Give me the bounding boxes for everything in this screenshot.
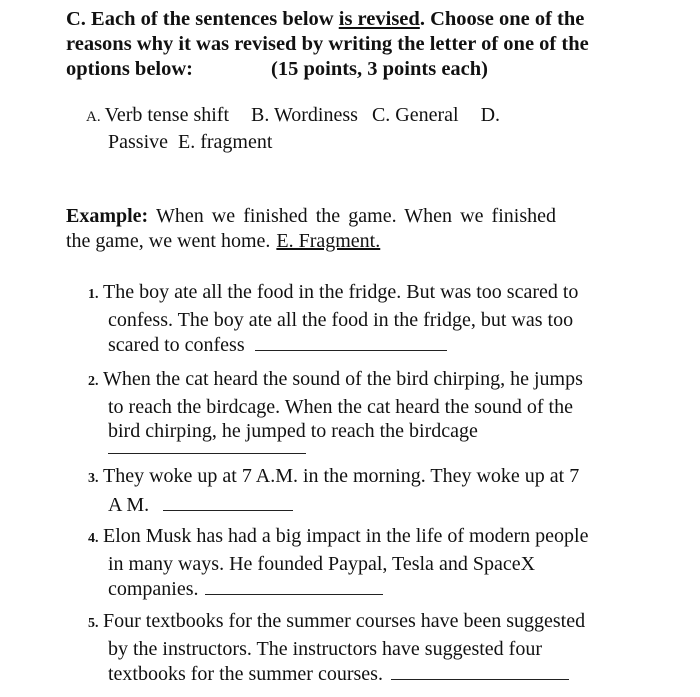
question-item-3 xyxy=(88,464,618,517)
option-b: B. Wordiness xyxy=(251,104,358,126)
question-line: to reach the birdcage. When the cat heard the sound of the xyxy=(108,395,573,418)
question-number: 3. xyxy=(88,471,99,486)
option-d-letter: D. xyxy=(480,104,501,126)
question-item-5 xyxy=(88,609,618,687)
option-e: E. fragment xyxy=(178,131,273,153)
question-line: When the cat heard the sound of the bird chirping, he jumps xyxy=(103,368,583,390)
example-block xyxy=(66,204,556,254)
option-c: C. General xyxy=(371,104,459,126)
section-instructions xyxy=(66,7,666,82)
instructions-options-label: options below: xyxy=(66,58,194,80)
example-answer: E. Fragment. xyxy=(276,230,381,252)
answer-options xyxy=(86,103,646,155)
instructions-suffix: . Choose one of the xyxy=(419,8,585,30)
question-line: Four textbooks for the summer courses have been suggested xyxy=(103,610,586,632)
question-line: scared to confess xyxy=(108,334,245,356)
options-line-1 xyxy=(86,103,646,130)
option-a-letter: A. xyxy=(86,109,101,125)
option-a-text: Verb tense shift xyxy=(104,104,230,126)
answer-blank-2[interactable] xyxy=(108,453,306,454)
question-line: in many ways. He founded Paypal, Tesla and SpaceX xyxy=(108,552,536,575)
question-number: 4. xyxy=(88,531,99,546)
question-item-2 xyxy=(88,367,618,444)
question-number: 5. xyxy=(88,616,99,631)
question-line: The boy ate all the food in the fridge. But was too scared to xyxy=(103,281,579,303)
instructions-line-3 xyxy=(66,57,666,82)
answer-blank-3[interactable] xyxy=(163,492,293,511)
question-line: by the instructors. The instructors have suggested four xyxy=(108,637,542,660)
options-line-2 xyxy=(86,130,646,155)
points-label: (15 points, 3 points each) xyxy=(271,58,488,80)
instructions-underlined: is revised xyxy=(338,8,420,30)
answer-blank-4[interactable] xyxy=(205,576,383,595)
instructions-line-1 xyxy=(66,7,666,32)
instructions-prefix: C. Each of the sentences below xyxy=(66,8,339,30)
question-line: confess. The boy ate all the food in the fridge, but was too xyxy=(108,308,574,331)
question-item-1 xyxy=(88,280,618,358)
example-label: Example: xyxy=(66,205,149,227)
question-line: textbooks for the summer courses. xyxy=(108,663,383,685)
question-line: companies. xyxy=(108,578,199,600)
question-number: 1. xyxy=(88,287,99,302)
question-line: They woke up at 7 A.M. in the morning. They woke up at 7 xyxy=(103,465,580,487)
example-text: When we finished the game. When we finished the game, we went home. xyxy=(66,205,556,252)
instructions-line-2: reasons why it was revised by writing the letter of one of the xyxy=(66,33,589,55)
question-line: Elon Musk has had a big impact in the life of modern people xyxy=(103,525,589,547)
question-line: bird chirping, he jumped to reach the birdcage xyxy=(108,420,478,442)
question-item-4 xyxy=(88,524,618,602)
question-number: 2. xyxy=(88,374,99,389)
answer-blank-5[interactable] xyxy=(391,661,569,680)
question-line: A M. xyxy=(108,493,150,516)
option-d-text: Passive xyxy=(108,131,168,153)
answer-blank-1[interactable] xyxy=(255,332,447,351)
